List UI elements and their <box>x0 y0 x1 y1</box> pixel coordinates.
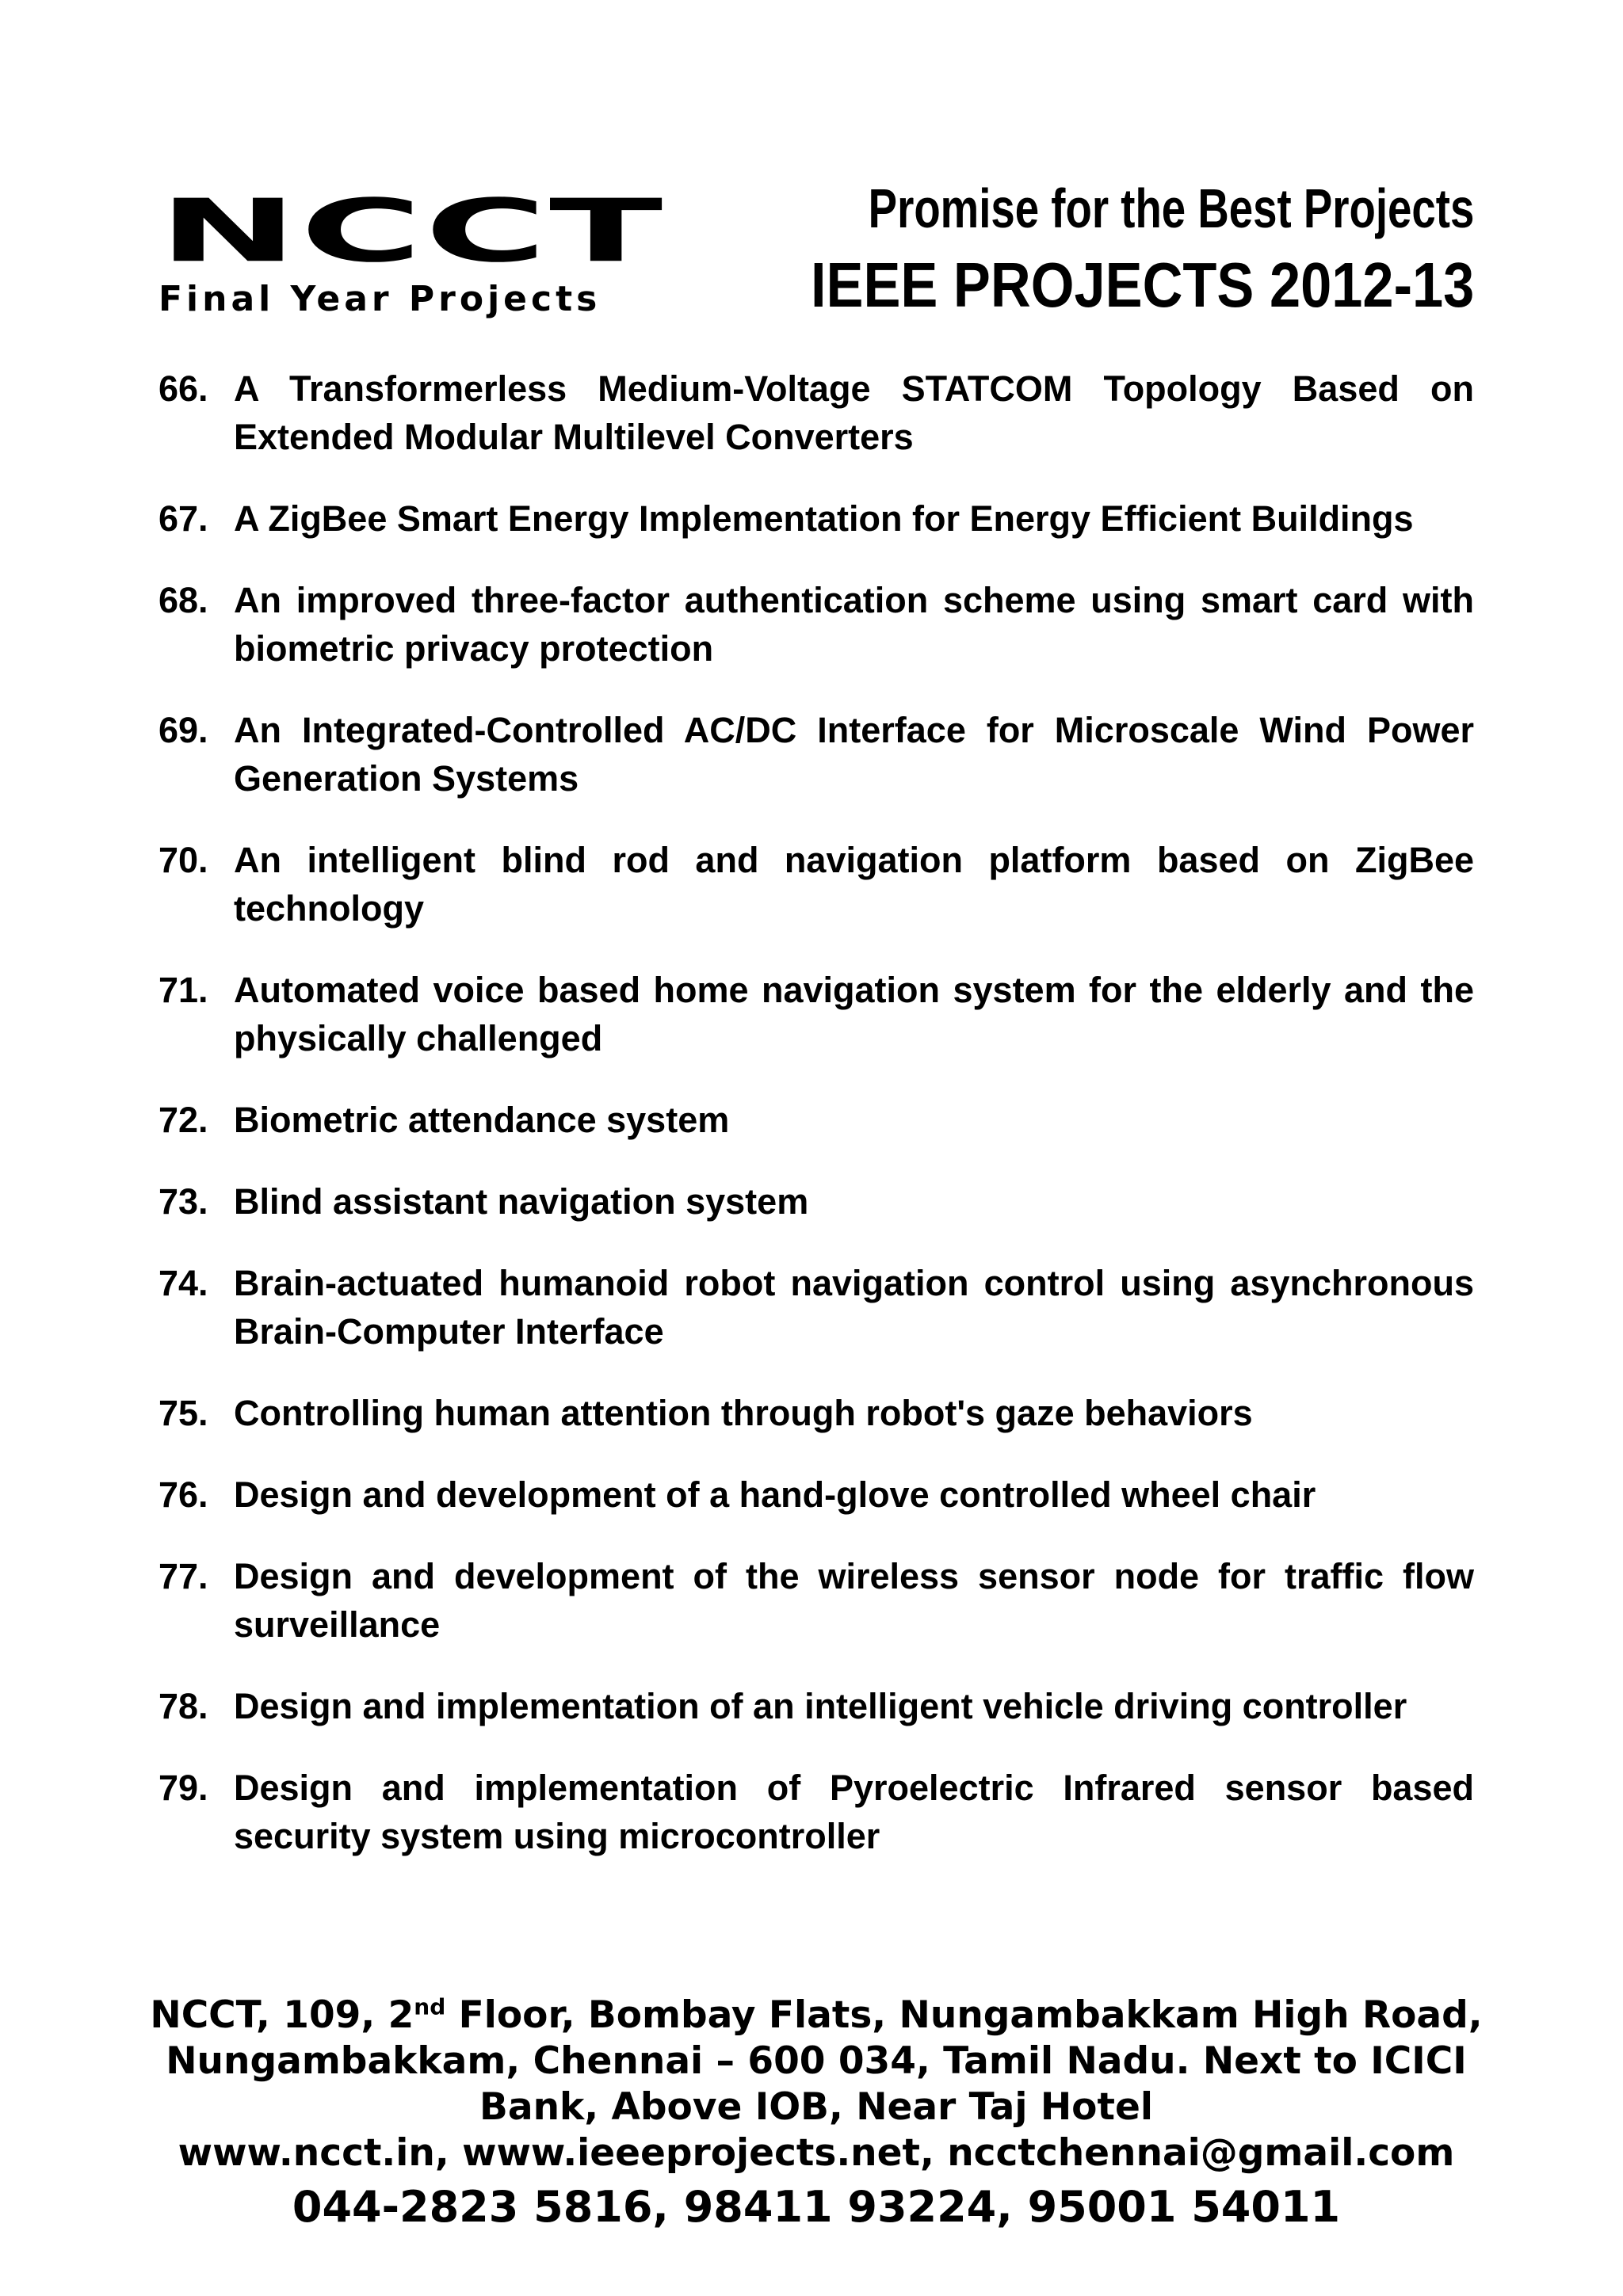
brand-subtitle: Final Year Projects <box>158 279 601 319</box>
item-title: An intelligent blind rod and navigation platform based on ZigBee technology <box>234 840 1474 929</box>
item-title: Blind assistant navigation system <box>234 1181 809 1222</box>
ordinal-suffix: nd <box>414 1993 446 2020</box>
item-number: 72. <box>158 1100 208 1140</box>
list-item <box>158 706 1474 803</box>
page-header <box>158 177 1474 331</box>
item-title: Brain-actuated humanoid robot navigation control using asynchronous Brain-Computer Interface <box>234 1263 1474 1352</box>
list-item <box>158 1764 1474 1860</box>
web-and-email[interactable]: www.ncct.in, www.ieeeprojects.net, ncctchennai@gmail.com <box>178 2131 1455 2175</box>
item-title: A Transformerless Medium-Voltage STATCOM Topology Based on Extended Modular Multilevel Converters <box>234 368 1474 457</box>
list-item <box>158 1389 1474 1437</box>
item-number: 68. <box>158 580 208 620</box>
item-number: 73. <box>158 1181 208 1222</box>
tagline: Promise for the Best Projects <box>868 177 1474 239</box>
item-title: Biometric attendance system <box>234 1100 730 1140</box>
list-item <box>158 576 1474 673</box>
list-item <box>158 1096 1474 1144</box>
item-number: 66. <box>158 368 208 409</box>
item-title: Design and development of the wireless sensor node for traffic flow surveillance <box>234 1556 1474 1645</box>
header-tagline-block <box>697 177 1474 320</box>
item-number: 71. <box>158 970 208 1010</box>
item-title: An improved three-factor authentication scheme using smart card with biometric privacy protection <box>234 580 1474 669</box>
item-number: 67. <box>158 498 208 539</box>
item-title: Automated voice based home navigation system for the elderly and the physically challenged <box>234 970 1474 1058</box>
list-item <box>158 1177 1474 1226</box>
item-number: 79. <box>158 1768 208 1808</box>
item-title: Design and implementation of an intelligent vehicle driving controller <box>234 1686 1407 1726</box>
brand-logo: NCCT <box>158 181 666 282</box>
item-number: 74. <box>158 1263 208 1303</box>
item-number: 76. <box>158 1474 208 1515</box>
address-start: NCCT, 109, 2 <box>150 1993 414 2037</box>
item-number: 77. <box>158 1556 208 1596</box>
list-item <box>158 1259 1474 1356</box>
item-title: Design and development of a hand-glove controlled wheel chair <box>234 1474 1316 1515</box>
project-list <box>158 364 1474 1894</box>
list-item <box>158 494 1474 543</box>
contact-footer <box>119 1993 1514 2235</box>
address-rest: Floor, Bombay Flats, Nungambakkam High Road, Nungambakkam, Chennai – 600 034, Tamil Nadu. Next to ICICI Bank, Above IOB, Near Taj Hotel <box>166 1993 1483 2129</box>
phone-numbers: 044-2823 5816, 98411 93224, 95001 54011 <box>292 2182 1341 2232</box>
list-item <box>158 1552 1474 1649</box>
list-item <box>158 836 1474 933</box>
list-item <box>158 364 1474 461</box>
list-item <box>158 1682 1474 1730</box>
address <box>119 1993 1514 2130</box>
banner-title: IEEE PROJECTS 2012-13 <box>810 250 1474 320</box>
item-number: 78. <box>158 1686 208 1726</box>
item-number: 69. <box>158 710 208 750</box>
item-title: Design and implementation of Pyroelectric Infrared sensor based security system using microcontroller <box>234 1768 1474 1856</box>
item-title: A ZigBee Smart Energy Implementation for Energy Efficient Buildings <box>234 498 1414 539</box>
brand-logo-block <box>158 181 713 331</box>
item-title: Controlling human attention through robot's gaze behaviors <box>234 1393 1253 1433</box>
list-item <box>158 966 1474 1062</box>
item-title: An Integrated-Controlled AC/DC Interface for Microscale Wind Power Generation Systems <box>234 710 1474 799</box>
list-item <box>158 1470 1474 1519</box>
item-number: 75. <box>158 1393 208 1433</box>
item-number: 70. <box>158 840 208 880</box>
